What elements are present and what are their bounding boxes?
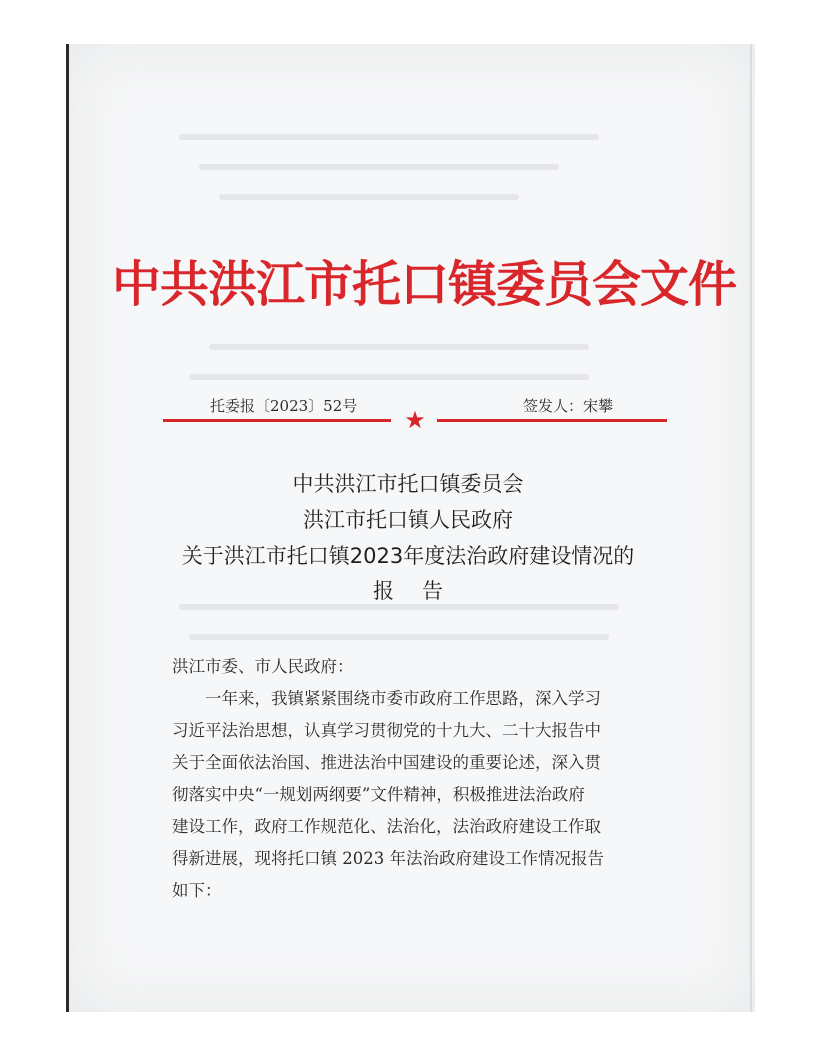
show-through-mark bbox=[219, 194, 519, 200]
signer bbox=[523, 395, 613, 416]
report-title-line-2: 洪江市托口镇人民政府 bbox=[303, 508, 513, 532]
red-header-title: 中共洪江市托口镇委员会文件 bbox=[112, 255, 737, 313]
show-through-mark bbox=[189, 374, 589, 380]
body-line: 关于全面依法治国、推进法治中国建设的重要论述，深入贯 bbox=[172, 753, 601, 772]
page-edge bbox=[750, 44, 752, 1012]
show-through-mark bbox=[209, 344, 589, 350]
body-line: 建设工作，政府工作规范化、法治化，法治政府建设工作取 bbox=[172, 817, 601, 836]
star-icon: ★ bbox=[404, 406, 426, 434]
document-number: 托委报〔2023〕52号 bbox=[210, 397, 358, 415]
signer-label: 签发人： bbox=[523, 397, 584, 415]
report-title-line-3: 关于洪江市托口镇2023年度法治政府建设情况的 bbox=[181, 544, 635, 568]
show-through-mark bbox=[199, 164, 559, 170]
red-divider-left bbox=[163, 419, 391, 422]
body-line: 一年来，我镇紧紧围绕市委市政府工作思路，深入学习 bbox=[205, 689, 601, 708]
body-line: 得新进展，现将托口镇 2023 年法治政府建设工作情况报告 bbox=[172, 849, 604, 868]
report-title-line-4: 报告 bbox=[373, 579, 471, 603]
body-line: 习近平法治思想，认真学习贯彻党的十九大、二十大报告中 bbox=[172, 721, 601, 740]
signer-name: 宋攀 bbox=[583, 397, 614, 415]
red-divider-right bbox=[437, 419, 667, 422]
body-line: 彻落实中央“一规划两纲要”文件精神，积极推进法治政府 bbox=[172, 785, 585, 804]
report-title-line-1: 中共洪江市托口镇委员会 bbox=[292, 472, 524, 496]
show-through-mark bbox=[189, 634, 609, 640]
show-through-mark bbox=[179, 134, 599, 140]
body-line: 如下： bbox=[172, 881, 222, 900]
salutation: 洪江市委、市人民政府： bbox=[172, 657, 354, 676]
